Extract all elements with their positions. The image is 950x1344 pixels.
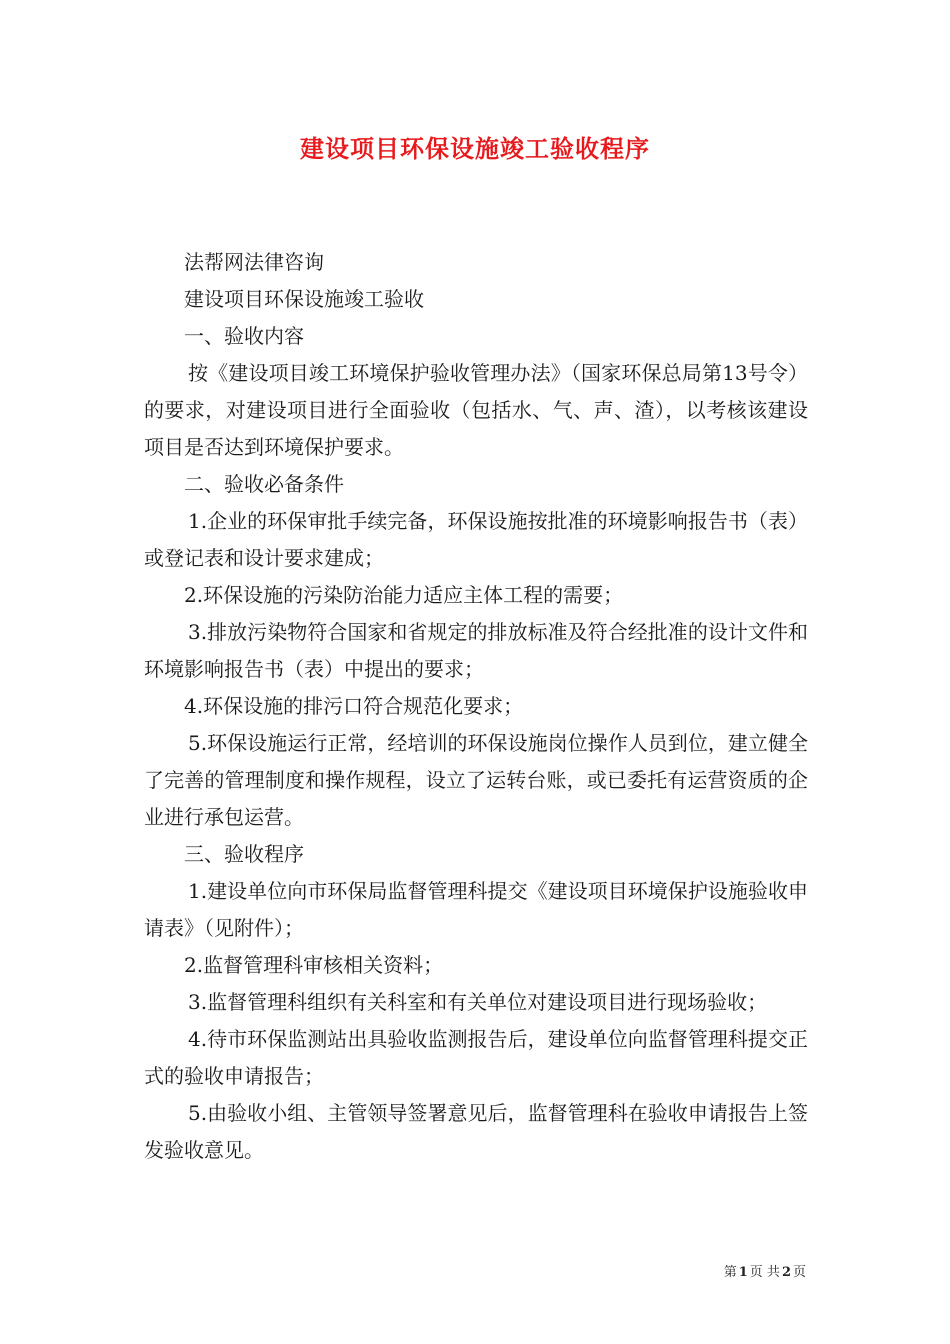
procedure-item-4: 4.待市环保监测站出具验收监测报告后，建设单位向监督管理科提交正式的验收申请报告； — [144, 1027, 808, 1088]
condition-item-2: 2.环保设施的污染防治能力适应主体工程的需要； — [184, 583, 624, 607]
footer-middle: 页 共 — [749, 1265, 780, 1280]
procedure-item-1: 1.建设单位向市环保局监督管理科提交《建设项目环境保护设施验收申请表》（见附件）； — [144, 879, 808, 940]
document-body — [144, 244, 808, 1169]
total-pages-number: 2 — [781, 1265, 791, 1280]
footer-suffix: 页 — [792, 1265, 806, 1280]
document-title: 建设项目环保设施竣工验收程序 — [300, 135, 650, 163]
procedure-item-2: 2.监督管理科审核相关资料； — [184, 953, 444, 977]
procedure-item-5: 5.由验收小组、主管领导签署意见后，监督管理科在验收申请报告上签发验收意见。 — [144, 1101, 808, 1162]
paragraph-subject: 建设项目环保设施竣工验收 — [184, 287, 424, 311]
current-page-number: 1 — [738, 1265, 748, 1280]
condition-item-4: 4.环保设施的排污口符合规范化要求； — [184, 694, 524, 718]
paragraph-content: 按《建设项目竣工环境保护验收管理办法》（国家环保总局第13号令）的要求，对建设项目进行全面验收（包括水、气、声、渣），以考核该建设项目是否达到环境保护要求。 — [144, 361, 808, 459]
condition-item-3: 3.排放污染物符合国家和省规定的排放标准及符合经批准的设计文件和环境影响报告书（表）中提出的要求； — [144, 620, 808, 681]
footer-prefix: 第 — [723, 1265, 737, 1280]
section-heading-conditions: 二、验收必备条件 — [184, 472, 344, 496]
condition-item-5: 5.环保设施运行正常，经培训的环保设施岗位操作人员到位，建立健全了完善的管理制度和操作规程，设立了运转台账，或已委托有运营资质的企业进行承包运营。 — [144, 731, 808, 829]
section-heading-content: 一、验收内容 — [184, 324, 304, 348]
procedure-item-3: 3.监督管理科组织有关科室和有关单位对建设项目进行现场验收； — [188, 990, 768, 1014]
paragraph-source: 法帮网法律咨询 — [184, 250, 324, 274]
page-number-footer — [724, 1264, 806, 1282]
condition-item-1: 1.企业的环保审批手续完备，环保设施按批准的环境影响报告书（表）或登记表和设计要求建成； — [144, 509, 808, 570]
section-heading-procedure: 三、验收程序 — [184, 842, 304, 866]
